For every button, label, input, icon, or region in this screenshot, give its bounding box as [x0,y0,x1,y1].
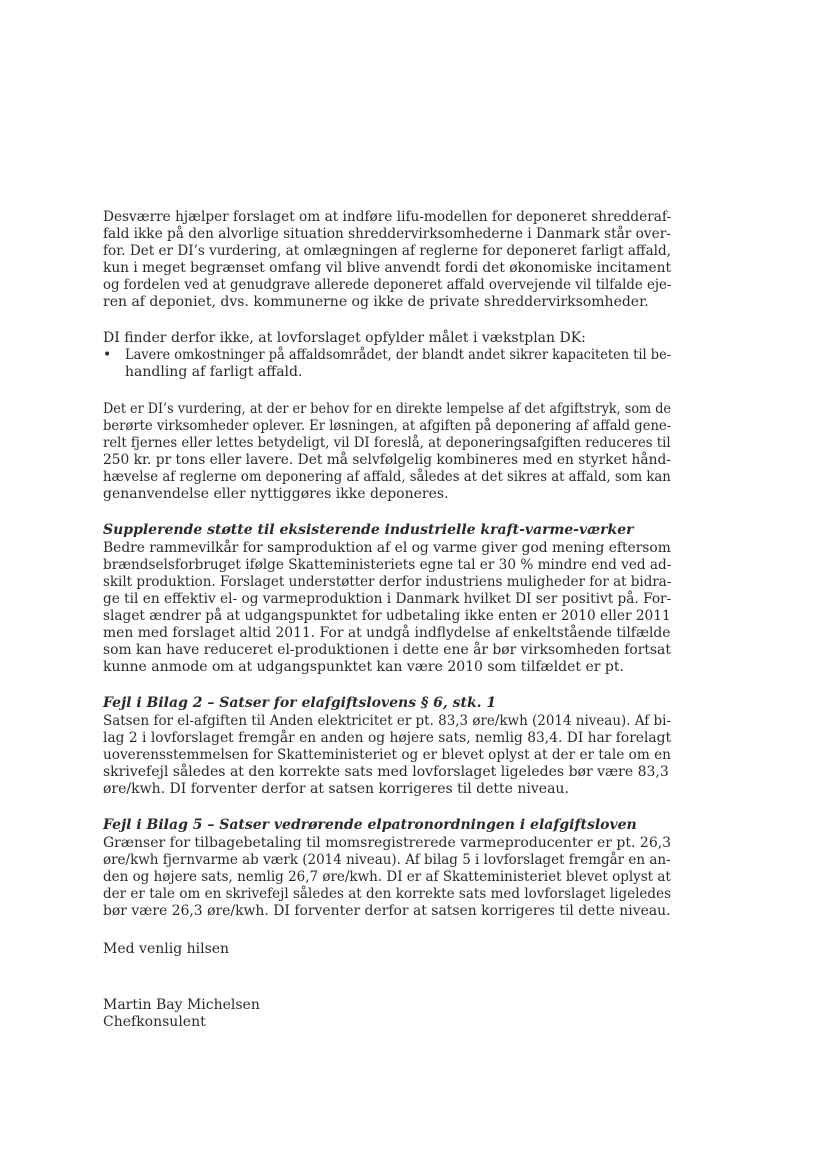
text-line: kunne anmode om at udgangspunktet kan være 2010 som tilfældet er pt. [103,659,624,675]
signature-name: Martin Bay Michelsen [103,997,260,1013]
closing-greeting: Med venlig hilsen [103,941,230,957]
text-line: skilt produktion. Forslaget understøtter derfor industriens muligheder for at bidra- [103,574,672,590]
section-heading: Supplerende støtte til eksisterende industrielle kraft-varme-værker [103,522,634,538]
text-line: DI finder derfor ikke, at lovforslaget opfylder målet i vækstplan DK: [103,330,586,346]
text-line: berørte virksomheder oplever. Er løsningen, at afgiften på deponering af affald gene- [103,418,672,434]
signature-title: Chefkonsulent [103,1014,206,1030]
text-line: genanvendelse eller nyttiggøres ikke deponeres. [103,486,449,502]
text-line: Bedre rammevilkår for samproduktion af el og varme giver god mening eftersom [103,540,671,556]
text-line: ge til en effektiv el- og varmeproduktion i Danmark hvilket DI ser positivt på. For- [103,591,672,607]
text-line: Grænser for tilbagebetaling til momsregistrerede varmeproducenter er pt. 26,3 [103,835,672,851]
text-line: øre/kwh. DI forventer derfor at satsen korrigeres til dette niveau. [103,781,569,797]
bullet-icon: • [103,347,112,363]
text-line: bør være 26,3 øre/kwh. DI forventer derfor at satsen korrigeres til dette niveau. [103,903,671,919]
section-heading: Fejl i Bilag 5 – Satser vedrørende elpatronordningen i elafgiftsloven [103,817,637,833]
text-line: den og højere sats, nemlig 26,7 øre/kwh. DI er af Skatteministeriet blevet oplyst at [103,869,671,885]
text-line: Det er DI’s vurdering, at der er behov for en direkte lempelse af det afgiftstryk, som de [103,401,671,417]
text-line: Desværre hjælper forslaget om at indføre lifu-modellen for deponeret shredderaf- [103,209,672,225]
text-line: øre/kwh fjernvarme ab værk (2014 niveau). Af bilag 5 i lovforslaget fremgår en an- [103,852,671,868]
text-line: og fordelen ved at genudgrave allerede deponeret affald overvejende vil tilfalde eje- [103,277,672,293]
text-line: for. Det er DI’s vurdering, at omlægningen af reglerne for deponeret farligt affald, [103,243,672,259]
text-line: der er tale om en skrivefejl således at den korrekte sats med lovforslaget ligeledes [103,886,672,902]
text-line: men med forslaget altid 2011. For at undgå indflydelse af enkeltstående tilfælde [103,625,671,641]
text-line: slaget ændrer på at udgangspunktet for udbetaling ikke enten er 2010 eller 2011 [103,608,671,624]
section-heading: Fejl i Bilag 2 – Satser for elafgiftslovens § 6, stk. 1 [103,695,497,711]
text-line: fald ikke på den alvorlige situation shreddervirksomhederne i Danmark står over- [103,226,671,242]
text-line: kun i meget begrænset omfang vil blive anvendt fordi det økonomiske incitament [103,260,671,276]
bullet-text-line: Lavere omkostninger på affaldsområdet, der blandt andet sikrer kapaciteten til be- [125,347,672,363]
text-line: 250 kr. pr tons eller lavere. Det må selvfølgelig kombineres med en styrket hånd- [103,452,671,468]
text-line: som kan have reduceret el-produktionen i dette ene år bør virksomheden fortsat [103,642,671,658]
text-line: Satsen for el-afgiften til Anden elektricitet er pt. 83,3 øre/kwh (2014 niveau). Af bi- [103,713,672,729]
text-line: skrivefejl således at den korrekte sats med lovforslaget ligeledes bør være 83,3 [103,764,669,780]
text-line: hævelse af reglerne om deponering af affald, således at det sikres at affald, som kan [103,469,671,485]
text-line: uoverensstemmelsen for Skatteministeriet og er blevet oplyst at der er tale om en [103,747,671,763]
bullet-text-line: handling af farligt affald. [125,364,303,380]
text-line: relt fjernes eller lettes betydeligt, vil DI foreslå, at deponeringsafgiften reduceres til [103,435,671,451]
text-line: lag 2 i lovforslaget fremgår en anden og højere sats, nemlig 83,4. DI har forelagt [103,730,671,746]
text-line: ren af deponiet, dvs. kommunerne og ikke de private shreddervirksomheder. [103,294,649,310]
text-line: brændselsforbruget ifølge Skatteministeriets egne tal er 30 % mindre end ved ad- [103,557,672,573]
